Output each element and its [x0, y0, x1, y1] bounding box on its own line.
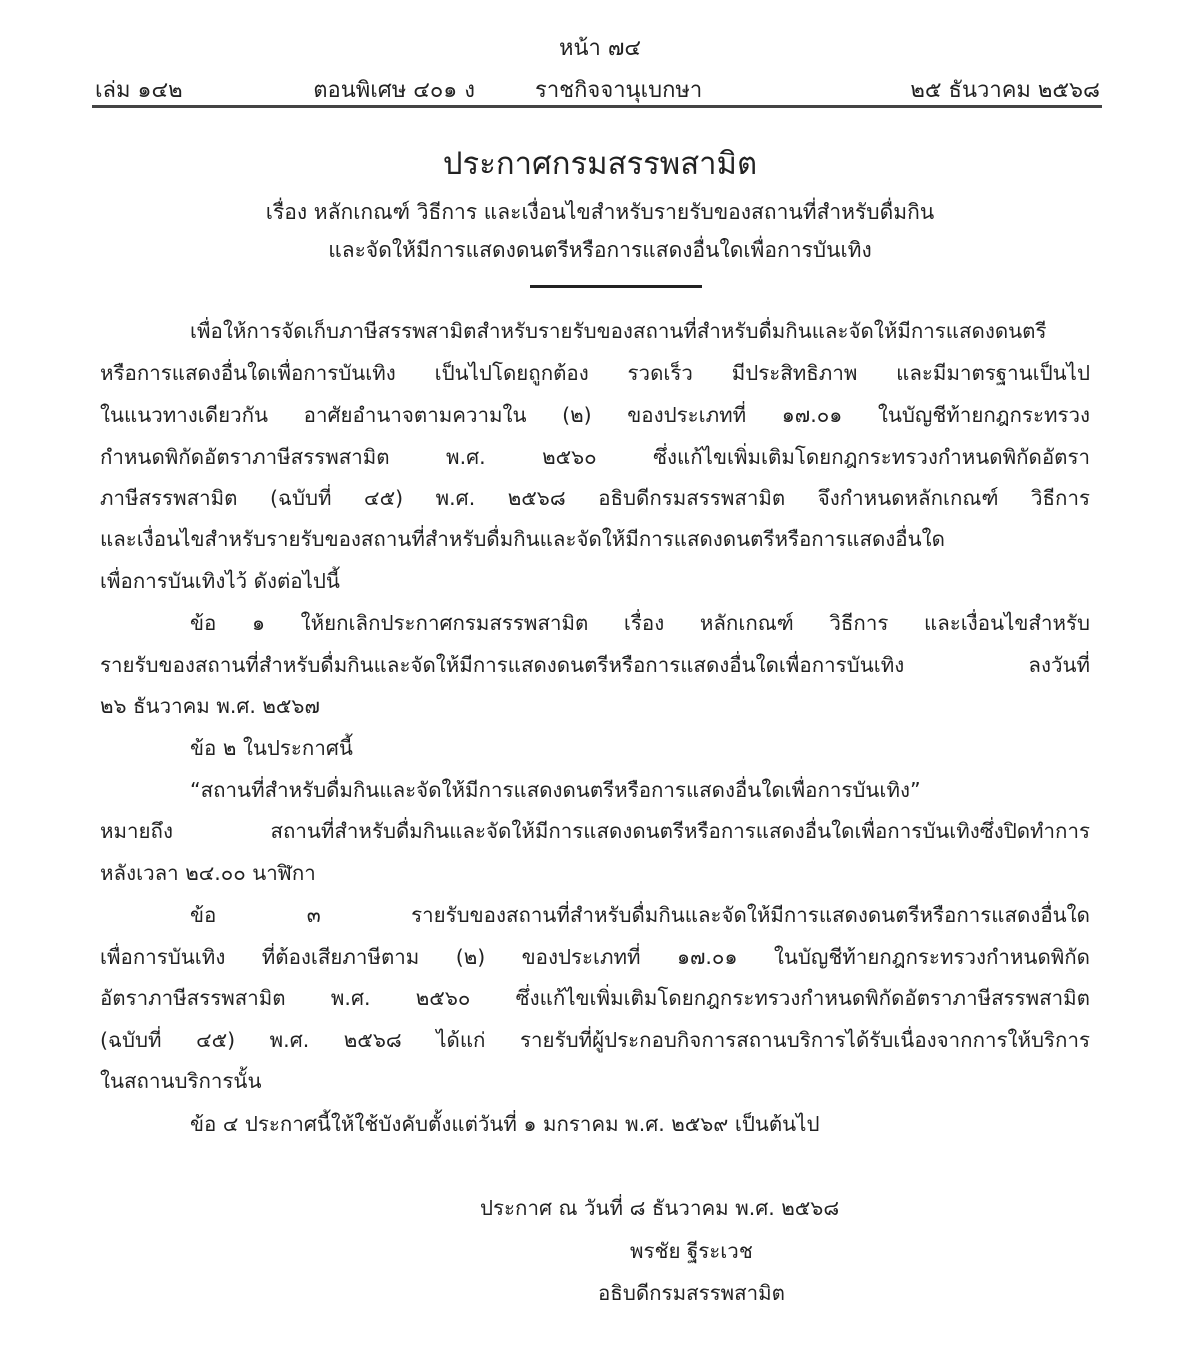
- body-line: “สถานที่สำหรับดื่มกินและจัดให้มีการแสดงดนตรีหรือการแสดงอื่นใดเพื่อการบันเทิง”: [190, 778, 921, 802]
- page-number: หน้า ๗๔: [558, 36, 642, 61]
- body-line: ข้อ ๒ ในประกาศนี้: [190, 736, 353, 760]
- body-line: ในสถานบริการนั้น: [100, 1069, 262, 1093]
- body-line: เพื่อการบันเทิงไว้ ดังต่อไปนี้: [100, 569, 340, 593]
- body-line: (ฉบับที่ ๔๕) พ.ศ. ๒๕๖๘ ได้แก่ รายรับที่ผู้ประกอบกิจการสถานบริการได้รับเนื่องจากการให้บริการ: [100, 1028, 1090, 1052]
- issue: ตอนพิเศษ ๔๐๑ ง: [313, 78, 475, 103]
- volume: เล่ม ๑๔๒: [95, 78, 183, 103]
- body-line: ข้อ ๔ ประกาศนี้ให้ใช้บังคับตั้งแต่วันที่ ๑ มกราคม พ.ศ. ๒๕๖๙ เป็นต้นไป: [190, 1112, 820, 1136]
- document-title: ประกาศกรมสรรพสามิต: [442, 146, 758, 182]
- body-line: ภาษีสรรพสามิต (ฉบับที่ ๔๕) พ.ศ. ๒๕๖๘ อธิบดีกรมสรรพสามิต จึงกำหนดหลักเกณฑ์ วิธีการ: [100, 486, 1090, 510]
- body-line: เพื่อการบันเทิง ที่ต้องเสียภาษีตาม (๒) ของประเภทที่ ๑๗.๐๑ ในบัญชีท้ายกฎกระทรวงกำหนดพิกัด: [100, 945, 1090, 969]
- body-line: ๒๖ ธันวาคม พ.ศ. ๒๕๖๗: [100, 694, 320, 718]
- header-divider: [92, 105, 1102, 108]
- gazette-header: [95, 72, 1100, 107]
- gazette-date: ๒๕ ธันวาคม ๒๕๖๘: [910, 78, 1100, 103]
- announcement-date: ประกาศ ณ วันที่ ๘ ธันวาคม พ.ศ. ๒๕๖๘: [480, 1196, 840, 1220]
- body-line: หรือการแสดงอื่นใดเพื่อการบันเทิง เป็นไปโดยถูกต้อง รวดเร็ว มีประสิทธิภาพ และมีมาตรฐานเป็นไป: [100, 361, 1090, 385]
- body-line: ข้อ ๑ ให้ยกเลิกประกาศกรมสรรพสามิต เรื่อง หลักเกณฑ์ วิธีการ และเงื่อนไขสำหรับ: [190, 611, 1090, 635]
- body-line: ข้อ ๓ รายรับของสถานที่สำหรับดื่มกินและจัดให้มีการแสดงดนตรีหรือการแสดงอื่นใด: [190, 903, 1090, 927]
- body-line: หลังเวลา ๒๔.๐๐ นาฬิกา: [100, 861, 316, 885]
- body-line: เพื่อให้การจัดเก็บภาษีสรรพสามิตสำหรับรายรับของสถานที่สำหรับดื่มกินและจัดให้มีการแสดงดนตรี: [190, 319, 1047, 343]
- title-divider: [530, 285, 702, 288]
- body-line: หมายถึง สถานที่สำหรับดื่มกินและจัดให้มีการแสดงดนตรีหรือการแสดงอื่นใดเพื่อการบันเทิงซึ่งปิดทำการ: [100, 819, 1090, 843]
- body-line: ในแนวทางเดียวกัน อาศัยอำนาจตามความใน (๒) ของประเภทที่ ๑๗.๐๑ ในบัญชีท้ายกฎกระทรวง: [100, 403, 1090, 427]
- signatory-name: พรชัย ฐีระเวช: [630, 1239, 753, 1263]
- subject-line-2: และจัดให้มีการแสดงดนตรีหรือการแสดงอื่นใดเพื่อการบันเทิง: [328, 238, 872, 262]
- body-line: อัตราภาษีสรรพสามิต พ.ศ. ๒๕๖๐ ซึ่งแก้ไขเพิ่มเติมโดยกฎกระทรวงกำหนดพิกัดอัตราภาษีสรรพสามิต: [100, 986, 1090, 1010]
- body-line: และเงื่อนไขสำหรับรายรับของสถานที่สำหรับดื่มกินและจัดให้มีการแสดงดนตรีหรือการแสดงอื่นใด: [100, 527, 945, 551]
- body-line: รายรับของสถานที่สำหรับดื่มกินและจัดให้มีการแสดงดนตรีหรือการแสดงอื่นใดเพื่อการบันเทิง ลงวันที่: [100, 653, 1090, 677]
- subject-line-1: เรื่อง หลักเกณฑ์ วิธีการ และเงื่อนไขสำหรับรายรับของสถานที่สำหรับดื่มกิน: [265, 200, 935, 224]
- body-line: กำหนดพิกัดอัตราภาษีสรรพสามิต พ.ศ. ๒๕๖๐ ซึ่งแก้ไขเพิ่มเติมโดยกฎกระทรวงกำหนดพิกัดอัตรา: [100, 445, 1090, 469]
- signatory-position: อธิบดีกรมสรรพสามิต: [598, 1281, 785, 1305]
- gazette-name: ราชกิจจานุเบกษา: [535, 78, 703, 103]
